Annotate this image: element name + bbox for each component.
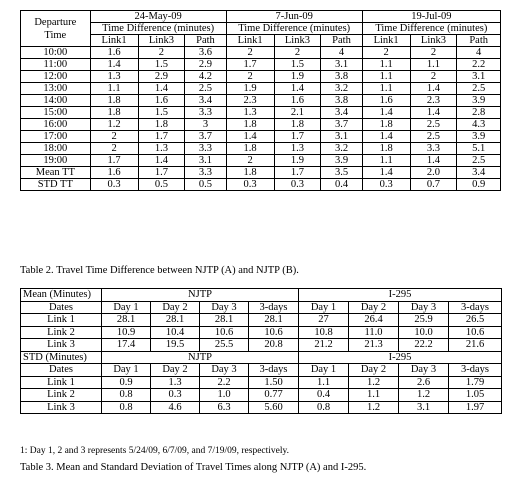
data-cell: 4	[457, 47, 501, 59]
column-header: Link3	[410, 35, 457, 47]
data-cell: 1.79	[449, 376, 502, 389]
data-cell: 3.1	[321, 131, 362, 143]
data-cell: 3.3	[185, 167, 226, 179]
data-cell: 6.3	[200, 401, 249, 414]
data-cell: 1.9	[226, 83, 274, 95]
time-difference-header: Time Difference (minutes)	[226, 23, 362, 35]
data-cell: 3.1	[457, 71, 501, 83]
table-row	[21, 314, 502, 327]
data-cell: 1.5	[138, 59, 185, 71]
data-cell: 2	[226, 47, 274, 59]
mean-std-table	[20, 288, 502, 414]
day-column-header: 3-days	[449, 364, 502, 377]
data-cell: 3.8	[321, 71, 362, 83]
data-cell: 0.77	[249, 389, 299, 402]
row-label: 11:00	[21, 59, 91, 71]
data-cell: 1.4	[410, 107, 457, 119]
data-cell: 1.4	[138, 83, 185, 95]
row-label: 10:00	[21, 47, 91, 59]
day-column-header: Day 3	[200, 364, 249, 377]
data-cell: 0.9	[457, 179, 501, 191]
day-column-header: Day 3	[399, 301, 449, 314]
data-cell: 1.1	[362, 59, 410, 71]
mean-day-header-row	[21, 301, 502, 314]
data-cell: 1.3	[274, 143, 321, 155]
data-cell: 10.0	[399, 326, 449, 339]
data-cell: 1.7	[274, 131, 321, 143]
row-label: STD TT	[21, 179, 91, 191]
data-cell: 1.4	[362, 107, 410, 119]
row-label: 17:00	[21, 131, 91, 143]
data-cell: 2.8	[457, 107, 501, 119]
data-cell: 1.8	[138, 119, 185, 131]
table-row	[21, 47, 501, 59]
data-cell: 0.3	[226, 179, 274, 191]
data-cell: 1.1	[362, 83, 410, 95]
table-row	[21, 167, 501, 179]
data-cell: 10.9	[102, 326, 151, 339]
table-row	[21, 326, 502, 339]
row-label: 12:00	[21, 71, 91, 83]
data-cell: 1.1	[90, 83, 138, 95]
data-cell: 2	[90, 143, 138, 155]
row-label: 14:00	[21, 95, 91, 107]
data-cell: 1.9	[274, 71, 321, 83]
data-cell: 4.3	[457, 119, 501, 131]
time-diff-header-row	[21, 23, 501, 35]
data-cell: 3.4	[457, 167, 501, 179]
link-label: Link 3	[21, 401, 102, 414]
data-cell: 3.1	[321, 59, 362, 71]
data-cell: 20.8	[249, 339, 299, 352]
column-header: Link1	[90, 35, 138, 47]
dates-label: Dates	[21, 301, 102, 314]
data-cell: 25.5	[200, 339, 249, 352]
data-cell: 10.6	[200, 326, 249, 339]
data-cell: 2.0	[410, 167, 457, 179]
data-cell: 1.7	[138, 131, 185, 143]
column-header-row	[21, 35, 501, 47]
data-cell: 3.3	[185, 143, 226, 155]
data-cell: 1.6	[274, 95, 321, 107]
date-header: 24-May-09	[90, 11, 226, 23]
data-cell: 1.8	[226, 119, 274, 131]
data-cell: 4.2	[185, 71, 226, 83]
data-cell: 21.6	[449, 339, 502, 352]
data-cell: 3.9	[321, 155, 362, 167]
data-cell: 3	[185, 119, 226, 131]
data-cell: 22.2	[399, 339, 449, 352]
data-cell: 2.5	[410, 131, 457, 143]
data-cell: 3.2	[321, 83, 362, 95]
mean-group-header-row	[21, 289, 502, 302]
link-label: Link 2	[21, 389, 102, 402]
time-difference-header: Time Difference (minutes)	[90, 23, 226, 35]
day-column-header: 3-days	[249, 301, 299, 314]
data-cell: 0.3	[90, 179, 138, 191]
data-cell: 1.8	[90, 107, 138, 119]
day-column-header: Day 2	[349, 364, 399, 377]
link-label: Link 3	[21, 339, 102, 352]
data-cell: 2.5	[185, 83, 226, 95]
column-header: Link1	[362, 35, 410, 47]
table-row	[21, 155, 501, 167]
data-cell: 1.3	[151, 376, 200, 389]
data-cell: 2	[90, 131, 138, 143]
row-label: Mean TT	[21, 167, 91, 179]
data-cell: 1.9	[274, 155, 321, 167]
data-cell: 2.9	[138, 71, 185, 83]
data-cell: 10.4	[151, 326, 200, 339]
day-column-header: Day 2	[349, 301, 399, 314]
data-cell: 3.6	[185, 47, 226, 59]
date-header-row	[21, 11, 501, 23]
njtp-group-header: NJTP	[102, 351, 299, 364]
data-cell: 1.3	[226, 107, 274, 119]
std-day-header-row	[21, 364, 502, 377]
data-cell: 28.1	[102, 314, 151, 327]
data-cell: 3.5	[321, 167, 362, 179]
date-header: 19-Jul-09	[362, 11, 500, 23]
day-column-header: Day 3	[200, 301, 249, 314]
data-cell: 1.2	[399, 389, 449, 402]
data-cell: 0.4	[299, 389, 349, 402]
data-cell: 1.7	[138, 167, 185, 179]
row-label: 19:00	[21, 155, 91, 167]
data-cell: 2	[362, 47, 410, 59]
data-cell: 1.8	[226, 167, 274, 179]
data-cell: 4	[321, 47, 362, 59]
table-row	[21, 131, 501, 143]
link-label: Link 1	[21, 376, 102, 389]
data-cell: 2	[274, 47, 321, 59]
mean-section-label: Mean (Minutes)	[21, 289, 102, 302]
data-cell: 19.5	[151, 339, 200, 352]
date-header: 7-Jun-09	[226, 11, 362, 23]
data-cell: 1.8	[362, 143, 410, 155]
data-cell: 3.7	[321, 119, 362, 131]
data-cell: 1.5	[274, 59, 321, 71]
data-cell: 0.5	[138, 179, 185, 191]
data-cell: 2.2	[457, 59, 501, 71]
day-column-header: 3-days	[249, 364, 299, 377]
data-cell: 2.5	[457, 83, 501, 95]
data-cell: 28.1	[249, 314, 299, 327]
time-difference-header: Time Difference (minutes)	[362, 23, 500, 35]
data-cell: 1.50	[249, 376, 299, 389]
data-cell: 1.4	[274, 83, 321, 95]
table-3-footnote: 1: Day 1, 2 and 3 represents 5/24/09, 6/7/09, and 7/19/09, respectively.	[20, 446, 290, 456]
data-cell: 21.2	[299, 339, 349, 352]
data-cell: 3.9	[457, 131, 501, 143]
data-cell: 1.5	[138, 107, 185, 119]
departure-time-header: Departure Time	[21, 11, 91, 47]
table-2-caption: Table 2. Travel Time Difference between NJTP (A) and NJTP (B).	[20, 265, 299, 276]
data-cell: 1.6	[138, 95, 185, 107]
data-cell: 26.5	[449, 314, 502, 327]
data-cell: 1.4	[410, 155, 457, 167]
data-cell: 2.6	[399, 376, 449, 389]
data-cell: 1.4	[362, 131, 410, 143]
column-header: Path	[185, 35, 226, 47]
data-cell: 1.3	[90, 71, 138, 83]
row-label: 16:00	[21, 119, 91, 131]
data-cell: 1.1	[362, 155, 410, 167]
table-row	[21, 389, 502, 402]
table-row	[21, 83, 501, 95]
data-cell: 1.7	[274, 167, 321, 179]
data-cell: 26.4	[349, 314, 399, 327]
data-cell: 4.6	[151, 401, 200, 414]
data-cell: 10.6	[449, 326, 502, 339]
njtp-group-header: NJTP	[102, 289, 299, 302]
data-cell: 1.7	[90, 155, 138, 167]
data-cell: 1.8	[362, 119, 410, 131]
data-cell: 1.1	[362, 71, 410, 83]
table-row	[21, 71, 501, 83]
table-row	[21, 119, 501, 131]
data-cell: 3.3	[410, 143, 457, 155]
table-row	[21, 401, 502, 414]
column-header: Path	[321, 35, 362, 47]
data-cell: 1.05	[449, 389, 502, 402]
data-cell: 2	[138, 47, 185, 59]
data-cell: 3.4	[185, 95, 226, 107]
std-group-header-row	[21, 351, 502, 364]
day-column-header: Day 1	[299, 301, 349, 314]
data-cell: 3.3	[185, 107, 226, 119]
data-cell: 2	[226, 155, 274, 167]
data-cell: 1.97	[449, 401, 502, 414]
data-cell: 1.6	[90, 47, 138, 59]
data-cell: 2.9	[185, 59, 226, 71]
day-column-header: Day 2	[151, 301, 200, 314]
row-label: 18:00	[21, 143, 91, 155]
std-section-label: STD (Minutes)	[21, 351, 102, 364]
table-row	[21, 143, 501, 155]
data-cell: 3.8	[321, 95, 362, 107]
table-row	[21, 339, 502, 352]
data-cell: 2	[410, 47, 457, 59]
data-cell: 1.4	[362, 167, 410, 179]
data-cell: 0.7	[410, 179, 457, 191]
data-cell: 1.8	[90, 95, 138, 107]
day-column-header: Day 1	[102, 364, 151, 377]
data-cell: 2.2	[200, 376, 249, 389]
day-column-header: 3-days	[449, 301, 502, 314]
data-cell: 10.8	[299, 326, 349, 339]
data-cell: 0.3	[274, 179, 321, 191]
link-label: Link 2	[21, 326, 102, 339]
data-cell: 0.8	[299, 401, 349, 414]
data-cell: 11.0	[349, 326, 399, 339]
column-header: Path	[457, 35, 501, 47]
data-cell: 2	[410, 71, 457, 83]
data-cell: 1.4	[226, 131, 274, 143]
data-cell: 10.6	[249, 326, 299, 339]
data-cell: 1.4	[410, 83, 457, 95]
data-cell: 1.8	[226, 143, 274, 155]
data-cell: 1.0	[200, 389, 249, 402]
data-cell: 1.1	[410, 59, 457, 71]
data-cell: 3.2	[321, 143, 362, 155]
table-row	[21, 59, 501, 71]
data-cell: 1.2	[349, 376, 399, 389]
data-cell: 1.6	[362, 95, 410, 107]
data-cell: 28.1	[200, 314, 249, 327]
data-cell: 0.4	[321, 179, 362, 191]
data-cell: 2.5	[410, 119, 457, 131]
data-cell: 1.8	[274, 119, 321, 131]
data-cell: 21.3	[349, 339, 399, 352]
column-header: Link1	[226, 35, 274, 47]
data-cell: 1.6	[90, 167, 138, 179]
data-cell: 5.1	[457, 143, 501, 155]
data-cell: 25.9	[399, 314, 449, 327]
data-cell: 2.3	[410, 95, 457, 107]
data-cell: 27	[299, 314, 349, 327]
data-cell: 0.9	[102, 376, 151, 389]
data-cell: 1.1	[299, 376, 349, 389]
day-column-header: Day 3	[399, 364, 449, 377]
link-label: Link 1	[21, 314, 102, 327]
data-cell: 1.4	[90, 59, 138, 71]
data-cell: 1.4	[138, 155, 185, 167]
data-cell: 0.5	[185, 179, 226, 191]
data-cell: 2.3	[226, 95, 274, 107]
day-column-header: Day 1	[299, 364, 349, 377]
i295-group-header: I-295	[299, 351, 502, 364]
data-cell: 3.9	[457, 95, 501, 107]
data-cell: 1.7	[226, 59, 274, 71]
data-cell: 3.7	[185, 131, 226, 143]
row-label: 13:00	[21, 83, 91, 95]
data-cell: 3.1	[399, 401, 449, 414]
i295-group-header: I-295	[299, 289, 502, 302]
data-cell: 2.1	[274, 107, 321, 119]
data-cell: 1.3	[138, 143, 185, 155]
table-3-caption: Table 3. Mean and Standard Deviation of Travel Times along NJTP (A) and I-295.	[20, 462, 367, 473]
data-cell: 0.8	[102, 401, 151, 414]
data-cell: 28.1	[151, 314, 200, 327]
data-cell: 17.4	[102, 339, 151, 352]
dates-label: Dates	[21, 364, 102, 377]
data-cell: 1.2	[349, 401, 399, 414]
table-row	[21, 95, 501, 107]
table-row	[21, 179, 501, 191]
data-cell: 2.5	[457, 155, 501, 167]
data-cell: 2	[226, 71, 274, 83]
day-column-header: Day 2	[151, 364, 200, 377]
data-cell: 0.8	[102, 389, 151, 402]
day-column-header: Day 1	[102, 301, 151, 314]
table-row	[21, 376, 502, 389]
travel-time-table	[20, 10, 501, 191]
data-cell: 3.4	[321, 107, 362, 119]
row-label: 15:00	[21, 107, 91, 119]
data-cell: 0.3	[151, 389, 200, 402]
data-cell: 5.60	[249, 401, 299, 414]
table-row	[21, 107, 501, 119]
data-cell: 3.1	[185, 155, 226, 167]
data-cell: 1.2	[90, 119, 138, 131]
data-cell: 1.1	[349, 389, 399, 402]
column-header: Link3	[274, 35, 321, 47]
column-header: Link3	[138, 35, 185, 47]
data-cell: 0.3	[362, 179, 410, 191]
